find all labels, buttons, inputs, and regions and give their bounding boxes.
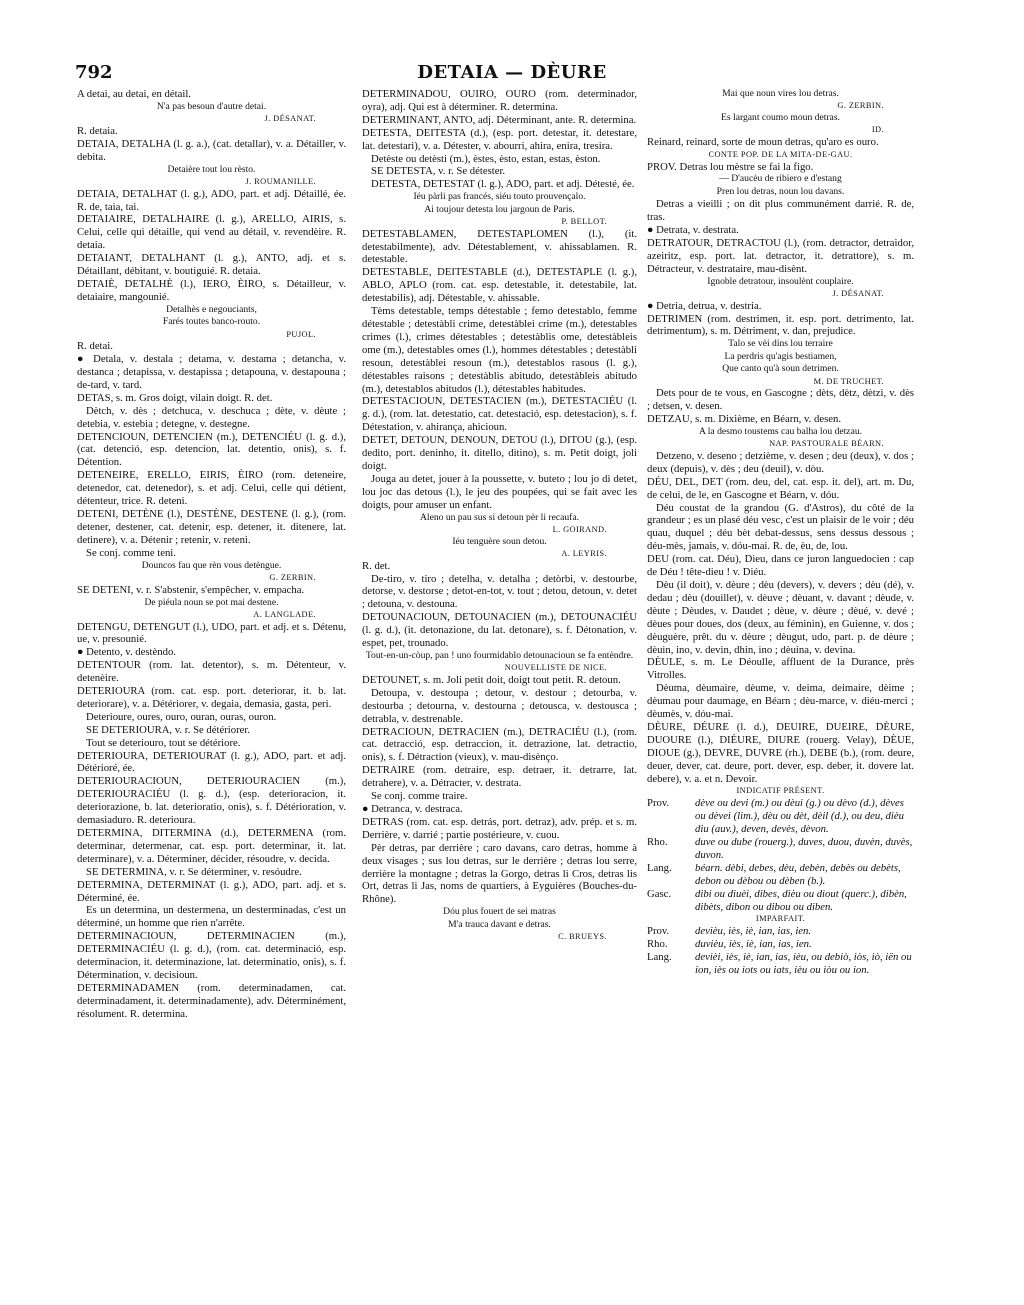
dictionary-entry: ● Detria, detrua, v. destria. — [647, 299, 762, 312]
citation-quote: Tout-en-un-còup, pan ! uno fourmidablo detounacioun se fa entèndre. — [365, 649, 634, 661]
page-number: 792 — [75, 62, 113, 83]
citation-quote: Iéu pàrli pas francés, siéu touto prouvençalo. Ai toujour detesta lou jargoun de Paris. — [413, 191, 586, 215]
citation-quote: Es largant coumo moun detras. — [721, 112, 840, 123]
citation-quote: Talo se vèi dins lou terraire La perdris qu'agis bestiamen, Que canto qu'à soun detrimen. — [722, 338, 839, 375]
citation-author: NAP. PASTOURALE BÉARN. — [769, 439, 884, 449]
dictionary-entry: DETAIA, DETALHA (l. g. a.), (cat. detallar), v. a. Détailler, v. debita. — [77, 137, 346, 163]
conjugation-forms: béarn. dèbi, debes, dèu, debèn, debès ou debèts, debon ou dèbou ou dèben (b.). — [695, 861, 901, 887]
dictionary-entry: DETERMINACIOUN, DETERMINACIEN (m.), DETERMINACIÉU (l. g. d.), (rom. cat. determinació, esp. determinacion, it. determinazione, lat. determinatio, onis), s. f. Détermination, v. decisioun. — [77, 930, 346, 981]
citation-quote: Ignoble detratour, insoulènt couplaire. — [707, 275, 854, 287]
dictionary-entry: DETERMINA, DITERMINA (d.), DETERMENA (rom. determinar, determenar, cat. esp. port. determinar, it. lat. determinare), v. a. Déterminer, décider, résoudre, v. decida. — [77, 827, 346, 865]
dictionary-entry: DETESTABLAMEN, DETESTAPLOMEN (l.), (it. detestabilmente), adv. Détestablement, v. ahissablamen. R. detestable. — [362, 227, 637, 266]
dictionary-entry: De-tiro, v. tiro ; detelha, v. detalha ; detòrbi, v. destourbe, detorse, v. destorse ; detot-en-tot, v. tout ; detou, detoun, v. detet ; detouna, v. destouna. — [362, 572, 637, 611]
dictionary-entry: DETENTOUR (rom. lat. detentor), s. m. Détenteur, v. detenèire. — [77, 659, 346, 685]
conjugation-row — [647, 951, 914, 977]
dialect-label: Lang. — [647, 951, 672, 964]
conjugation-forms: dibi ou diuèi, dibes, dièu ou diout (querc.), dibèn, dibèts, dibon ou dibou ou diben. — [695, 887, 907, 913]
dictionary-entry: R. det. — [362, 559, 391, 572]
dictionary-entry: DETERMINADOU, OUIRO, OURO (rom. determinador, oyra), adj. Qui est à déterminer. R. determina. — [362, 88, 637, 113]
dictionary-entry: DETRAIRE (rom. detraire, esp. detraer, it. detrarre, lat. detrahere), v. a. Détracter, v. destrata. — [362, 764, 637, 790]
dictionary-entry: Se conj. comme traire. — [371, 790, 468, 803]
dictionary-entry: Déu coustat de la grandou (G. d'Astros), du côté de la grandeur ; es un plasé déu vesc, c'est un plaisir de le voir ; déu quau, duquel ; déu bèt debat-dessus, sens dessus dessous ; déu-mès, jamais, v. dóu-mai. R. de, èu, de, lou. — [647, 501, 914, 553]
dialect-label: Rho. — [647, 835, 668, 848]
dialect-label: Prov. — [647, 797, 670, 810]
dictionary-entry: DETZAU, s. m. Dixième, en Béarn, v. desen. — [647, 413, 842, 425]
dictionary-entry: Pèr detras, par derrière ; caro davans, caro detras, homme à deux visages ; sus lou detras, sur le derrière ; detras lou serre, derrière la montagne ; detras la Gorgo, detras li Cros, detras lis Ort, detras li Jas, noms de quartiers, à Eyguières (Bouches-du-Rhône). — [362, 841, 637, 906]
citation-author: NOUVELLISTE DE NICE. — [504, 663, 607, 673]
citation-author: CONTE POP. DE LA MITA-DE-GAU. — [708, 149, 853, 159]
dictionary-entry: DETOUNACIOUN, DETOUNACIEN (m.), DETOUNACIÉU (l. g. d.), (it. detonazione, du lat. detonare), s. f. Détonation, v. espet, pet, trounado. — [362, 611, 637, 650]
dictionary-entry: DETAIÈ, DETALHÈ (l.), IERO, ÈIRO, s. Détailleur, v. detaiaire, mangounié. — [77, 277, 346, 303]
dictionary-entry: Tout se deteriouro, tout se détériore. — [86, 736, 241, 749]
middle-column — [362, 88, 637, 943]
dictionary-entry: DEU (rom. cat. Déu), Dieu, dans ce juron languedocien : cap de Déu ! tête-dieu ! v. Diéu. — [647, 553, 914, 579]
citation-quote: Mai que noun vires lou detras. — [722, 88, 839, 99]
dictionary-entry: DETRACIOUN, DETRACIEN (m.), DETRACIÉU (l.), (rom. cat. detracció, esp. detraccion, it. detrazione, lat. detractio, onis), s. f. Détraction (vieux), v. mau-disènço. — [362, 725, 637, 764]
citation-quote: Detalhès e negouciants, Farés toutes banco-routo. — [162, 303, 261, 328]
dialect-label: Prov. — [647, 925, 670, 938]
dictionary-entry: Reinard, reinard, sorte de moun detras, qu'aro es ouro. — [647, 136, 879, 148]
dictionary-entry: Detras a vieilli ; on dit plus communément darrié. R. de, tras. — [647, 198, 914, 224]
citation-author: A. LEYRIS. — [561, 549, 607, 558]
dictionary-entry: DETERMINA, DETERMINAT (l. g.), ADO, part. adj. et s. Déterminé, ée. — [77, 878, 346, 904]
dictionary-entry: Dèuma, dèumaire, dèume, v. deima, deimaire, dèime ; dèumau pour daumage, en Béarn ; dèu-marce, v. diéu-merci ; dèumès, v. dóu-mai. — [647, 682, 914, 721]
dictionary-entry: Es un determina, un destermena, un desterminadas, c'est un déterminé, un homme que rien n'arrête. — [77, 904, 346, 930]
dictionary-entry: R. detaia. — [77, 124, 118, 137]
dictionary-entry: R. detai. — [77, 340, 113, 353]
conjugation-forms: dève ou devi (m.) ou dèui (g.) ou dèvo (d.), dèves ou dèvei (lim.), dèu ou dèt, dèil (d.), ou deu, dièu diu (auv.), deven, devès, dèvon. — [695, 797, 904, 836]
dictionary-entry: DÉU, DEL, DET (rom. deu, del, cat. esp. it. del), art. m. Du, de celui, de le, en Gascogne et Béarn, v. dóu. — [647, 475, 914, 501]
citation-author: J. DÉSANAT. — [264, 114, 316, 124]
citation-author: L. GOIRAND. — [552, 525, 607, 534]
dictionary-entry: SE DETESTA, v. r. Se détester. — [371, 165, 506, 178]
dictionary-entry: ● Detranca, v. destraca. — [362, 803, 463, 815]
dictionary-entry: Deterioure, oures, ouro, ouran, ouras, ouron. — [86, 710, 277, 723]
conjugation-row — [647, 862, 914, 888]
dictionary-entry: SE DETERIOURA, v. r. Se détériorer. — [86, 723, 251, 736]
dictionary-entry: Dèu (il doit), v. dèure ; dèu (devers), v. devers ; dèu (dé), v. dedau ; dèu (douillet), v. dèuve ; dèuant, v. davant ; dèude, v. dèute ; Dèudes, v. Daudet ; dèue, v. dèure ; dèué, v. devé ; dèues pour doues, dos (deux, au féminin), en Guienne, v. dos ; dèuguère, prêt. du v. dèure ; dèugut, udo, part. p. de dèure ; dèuin, ino, v. devin, dhin, ino ; dèuina, v. devina. — [647, 578, 914, 656]
citation-quote: — D'aucèu de ribiero e d'estang Pren lou detras, noun lou davans. — [716, 173, 845, 197]
dictionary-entry: DETAIA, DETALHAT (l. g.), ADO, part. et adj. Détaillé, ée. R. de, taia, tai. — [77, 187, 346, 213]
dictionary-entry: DETESTA, DETESTAT (l. g.), ADO, part. et adj. Détesté, ée. — [371, 178, 635, 191]
dictionary-entry: DETAS, s. m. Gros doigt, vilain doigt. R. det. — [77, 391, 273, 404]
dictionary-entry: Tèms detestable, temps détestable ; femo detestablo, femme détestable ; detestàbli crime, detestàblei crime (m.), detestables crimes (l.), crimes détestables ; detestàblis ome, detestàbleis ome (m.), detestables omes (l.), hommes détestables ; detestàbli resoun, detestàblei resoun (m.), detestablos rasous (l. g.), détestables raisons ; detestàblis abitudo, detestàbleis abitudo (m.), detestablos abitudos (l.), détestables habitudes. — [362, 305, 637, 395]
citation-quote: Aleno un pau sus si detoun pèr li recaufa. — [419, 511, 580, 523]
dictionary-entry: DETESTA, DEITESTA (d.), (esp. port. detestar, it. detestare, lat. detestari), v. a. Détester, v. abourri, ahira, enira, tresira. — [362, 126, 637, 152]
dictionary-entry: DETRATOUR, DETRACTOU (l.), (rom. detractor, detraidor, azeiritz, esp. port. lat. detractor, it. detrattore), s. m. Détracteur, v. destrataire, mau-disènt. — [647, 236, 914, 275]
dictionary-entry: DETOUNET, s. m. Joli petit doit, doigt tout petit. R. detoun. — [362, 673, 621, 686]
tense-heading: IMPARFAIT. — [755, 914, 806, 924]
citation-author: PUJOL. — [286, 329, 316, 339]
dictionary-entry: ● Detrata, v. destrata. — [647, 224, 739, 237]
citation-quote: Dóu plus fouert de sei matras M'a trauca davant e detras. — [443, 906, 556, 930]
dictionary-entry: DETERMINADAMEN (rom. determinadamen, cat. determinadament, it. determinadamente), adv. Déterminément, résolument. R. determina. — [77, 981, 346, 1020]
dictionary-entry: DETENEIRE, ERELLO, EIRIS, ÈIRO (rom. deteneire, detenedor, cat. detenedor), s. et adj. Celui, celle qui détient, détenteur, trice. R. deteni. — [77, 469, 346, 508]
dictionary-entry: ● Detento, v. destèndo. — [77, 646, 176, 659]
dictionary-entry: DETENGU, DETENGUT (l.), UDO, part. et adj. et s. Détenu, ue, v. presounié. — [77, 620, 346, 646]
dictionary-entry: Se conj. comme teni. — [86, 546, 176, 559]
dictionary-entry: DETESTABLE, DEITESTABLE (d.), DETESTAPLE (l. g.), ABLO, APLO (rom. cat. esp. detestable, it. detestabile, lat. detestabilis), adj. Détestable, v. ahissable. — [362, 266, 637, 305]
running-head: DETAIA — DÈURE — [417, 62, 607, 83]
citation-quote: De piéula noun se pot mai destene. — [144, 596, 279, 608]
dictionary-entry: Jouga au detet, jouer à la poussette, v. buteto ; lou jo di detet, lou joc das detous (l.), le jeu des poupées, qui se fait avec les doigts, pour amuser un enfant. — [362, 472, 637, 511]
citation-author: J. ROUMANILLE. — [245, 177, 316, 187]
conjugation-forms: devièi, iès, iè, ian, ias, ièu, ou debiò, iòs, iò, iën ou ion, iès ou iots ou iats, ièu ou iòu ou ion. — [695, 951, 912, 976]
right-column — [647, 88, 914, 977]
dictionary-entry: DETRAS (rom. cat. esp. detrás, port. detraz), adv. prép. et s. m. Derrière, v. darrié ; partie postérieure, v. cuou. — [362, 815, 637, 841]
citation-author: G. ZERBIN. — [837, 101, 884, 111]
dictionary-entry: DETERIOURA, DETERIOURAT (l. g.), ADO, part. et adj. Détérioré, ée. — [77, 749, 346, 775]
left-column — [77, 88, 346, 1021]
dictionary-entry: Dets pour de te vous, en Gascogne ; dèts, dètz, dètzi, v. dès ; detsen, v. desen. — [647, 387, 914, 413]
dictionary-entry: DÈURE, DÉURE (l. d.), DEUIRE, DUEIRE, DÈURE, DUOURE (l.), DIÉURE, DIURE (rouerg. Velay), DÈUE, DIOUE (g.), DEVRE, DUVRE (rh.), DEBE (b.), (rom. deure, deuer, dever, cat. deure, port. dever, esp. deber, it. dovere lat. debere), v. a. et n. Devoir. — [647, 720, 914, 785]
dictionary-entry: A detai, au detai, en détail. — [77, 88, 191, 100]
dictionary-entry: DETERMINANT, ANTO, adj. Déterminant, ante. R. determina. — [362, 113, 637, 126]
conjugation-forms: duvièu, iès, iè, ian, ias, ien. — [695, 938, 812, 951]
tense-heading: INDICATIF PRÉSENT. — [736, 786, 825, 796]
dictionary-entry: DETESTACIOUN, DETESTACIEN (m.), DETESTACIÉU (l. g. d.), (rom. lat. detestatio, cat. detestació, esp. detestacion), s. f. Détestation, v. ahirança, ahicioun. — [362, 395, 637, 434]
conjugation-row — [647, 925, 914, 938]
conjugation-row — [647, 888, 914, 914]
dialect-label: Gasc. — [647, 887, 672, 900]
dictionary-entry: Detzeno, v. deseno ; detzième, v. desen ; deu (deux), v. dos ; deux (depuis), v. dès ; deu (deuil), v. dòu. — [647, 449, 914, 475]
dictionary-entry: Dètch, v. dès ; detchuca, v. deschuca ; dète, v. dèute ; detebia, v. estebia ; detegne, v. destegne. — [77, 404, 346, 430]
citation-author: A. LANGLADE. — [253, 609, 316, 619]
dictionary-entry: DETERIOURACIOUN, DETERIOURACIEN (m.), DETERIOURACIÉU (l. g. d.), (esp. deterioracion, it. deteriorazione, b. lat. deterioratio, onis), s. f. Détérioration, v. demasiaduro. R. deterioura. — [77, 775, 346, 827]
citation-author: M. DE TRUCHET. — [813, 376, 884, 386]
dictionary-entry: PROV. Detras lou mèstre se fai la figo. — [647, 160, 814, 173]
dialect-label: Lang. — [647, 861, 672, 874]
dictionary-entry: DETAIAIRE, DETALHAIRE (l. g.), ARELLO, AIRIS, s. Celui, celle qui détaille, qui vend au détail, v. revendèire. R. detaia. — [77, 213, 346, 252]
citation-author: P. BELLOT. — [561, 217, 607, 227]
dictionary-entry: DETRIMEN (rom. destrimen, it. esp. port. detrimento, lat. detrimentum), s. m. Détriment, v. dan, prejudice. — [647, 312, 914, 338]
dialect-label: Rho. — [647, 938, 668, 951]
citation-quote: A la desmo toustems cau balha lou detzau. — [698, 425, 863, 437]
dictionary-entry: Detoupa, v. destoupa ; detour, v. destour ; detourba, v. destourba ; detourna, v. destourna ; detousca, v. destousca ; detrabla, v. destrenable. — [362, 686, 637, 725]
citation-quote: Iéu tenguère soun detou. — [452, 535, 547, 547]
dictionary-entry: SE DETERMINA, v. r. Se déterminer, v. resóudre. — [86, 865, 302, 878]
dictionary-entry: DETENCIOUN, DETENCIEN (m.), DETENCIÉU (l. g. d.), (cat. detenció, esp. detencion, lat. detentio, onis), s. f. Détention. — [77, 430, 346, 469]
dictionary-entry: DETERIOURA (rom. cat. esp. port. deteriorar, it. b. lat. deteriorare), v. a. Détériorer, v. degaia, demasia, gasta, peri. — [77, 685, 346, 710]
dictionary-entry: DÈULE, s. m. Le Déoulle, affluent de la Durance, près Vitrolles. — [647, 656, 914, 682]
citation-quote: Detaière tout lou rèsto. — [167, 163, 256, 175]
conjugation-row — [647, 797, 914, 836]
conjugation-forms: devièu, iès, iè, ian, ias, ien. — [695, 925, 812, 938]
citation-author: C. BRUEYS. — [558, 932, 607, 942]
dictionary-entry: DETAIANT, DETALHANT (l. g.), ANTO, adj. et s. Détaillant, débitant, v. boutiguié. R. detaia. — [77, 252, 346, 278]
dictionary-entry: DETET, DETOUN, DENOUN, DETOU (l.), DITOU (g.), (esp. dedito, port. deninho, it. ditello, ditino), s. m. Petit doigt, joli doigt. — [362, 434, 637, 472]
citation-author: J. DÉSANAT. — [832, 289, 884, 299]
dictionary-entry: Detèste ou detèsti (m.), èstes, èsto, estan, estas, èston. — [371, 152, 601, 165]
citation-author: G. ZERBIN. — [269, 573, 316, 582]
conjugation-row — [647, 938, 914, 951]
citation-quote: Douncos fau que rèn vous detèngue. — [141, 559, 282, 571]
citation-author: ID. — [871, 125, 884, 135]
citation-quote: N'a pas besoun d'autre detai. — [156, 100, 267, 112]
dictionary-entry: DETENI, DETÈNE (l.), DESTÈNE, DESTENE (l. g.), (rom. detener, destener, cat. detenir, esp. detener, it. ditenere, lat. detinere), v. a. Détenir ; retenir, v. reteni. — [77, 507, 346, 546]
dictionary-entry: ● Detala, v. destala ; detama, v. destama ; detancha, v. destanca ; detapissa, v. destapissa ; detapouna, v. destapouna ; de-tard, v. tard. — [77, 353, 346, 391]
dictionary-entry: SE DETENI, v. r. S'abstenir, s'empêcher, v. empacha. — [77, 583, 305, 596]
conjugation-row — [647, 836, 914, 862]
conjugation-forms: duve ou dube (rouerg.), duves, duou, duvèn, duvès, duvon. — [695, 835, 913, 861]
